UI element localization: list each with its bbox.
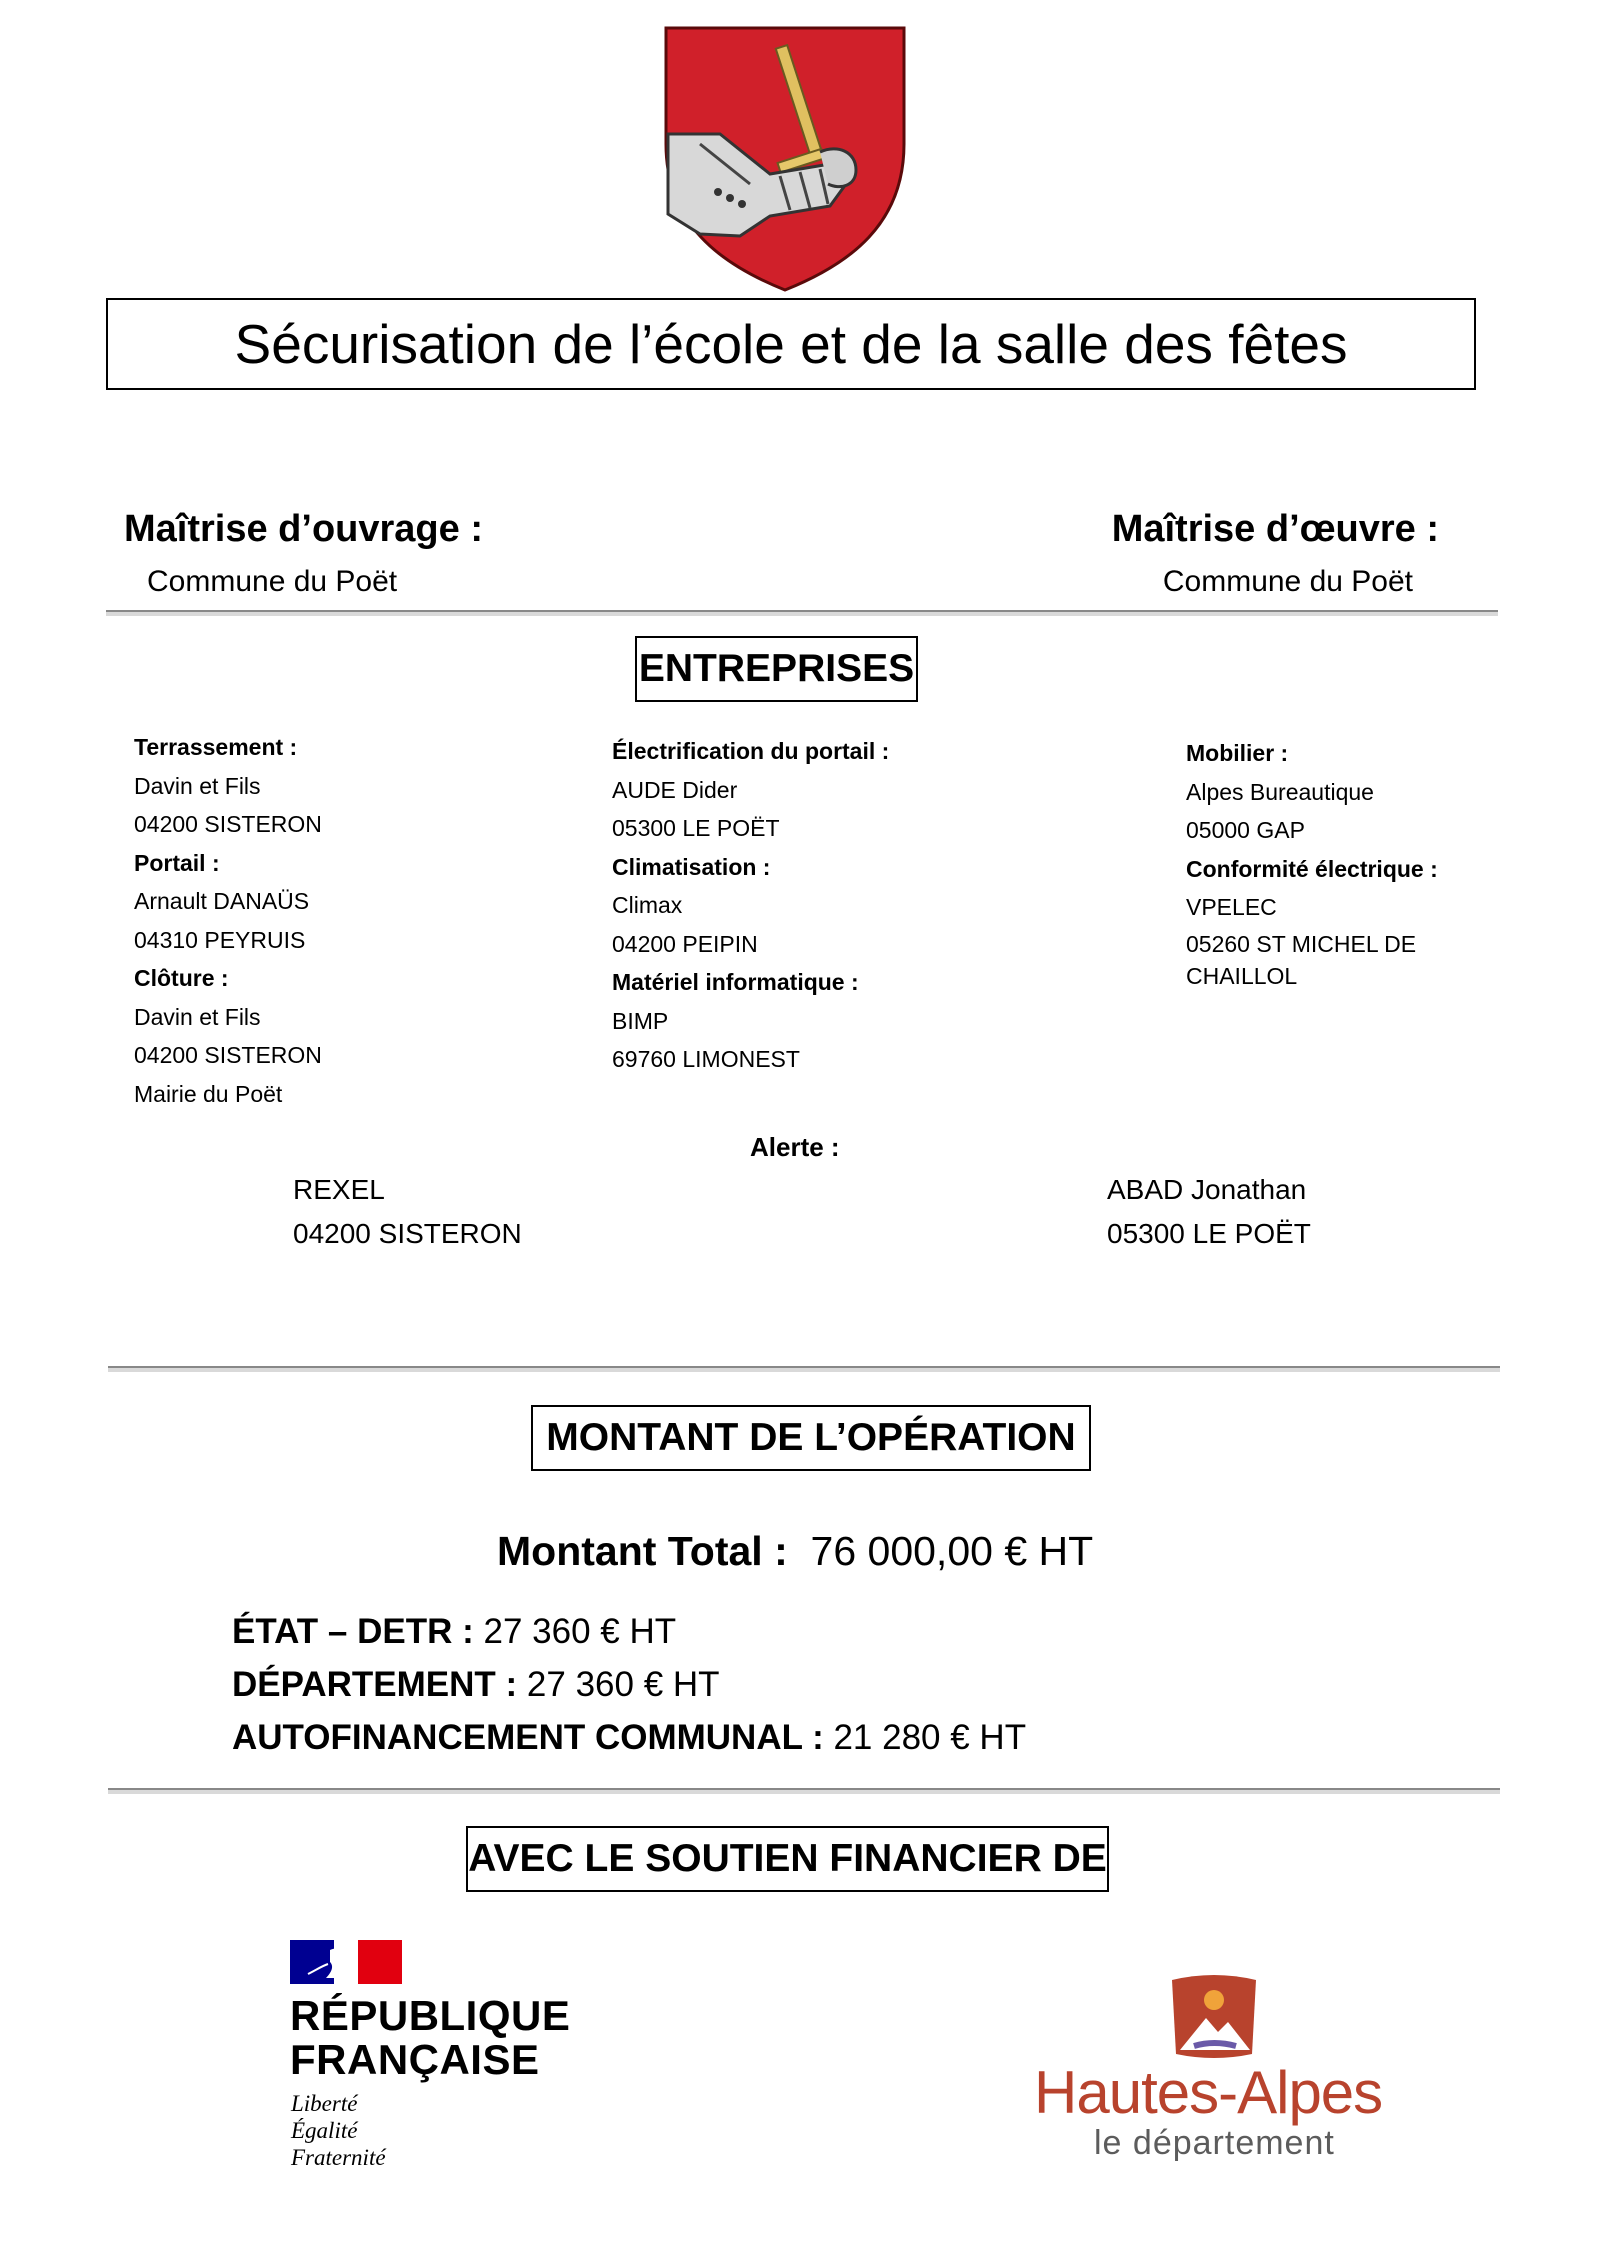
funding-etat	[232, 1605, 1026, 1658]
montant-total-value: 76 000,00 € HT	[810, 1528, 1094, 1574]
alerte-left-company: REXEL	[293, 1174, 385, 1205]
climatisation-company: Climax	[612, 892, 683, 918]
entreprises-heading-box	[635, 636, 918, 702]
moa-label: Maîtrise d’ouvrage :	[124, 508, 483, 550]
rf-motto-liberte: Liberté	[291, 2091, 358, 2116]
document-title-box	[106, 298, 1476, 390]
informatique-company: BIMP	[612, 1007, 669, 1034]
entreprises-column-2	[612, 732, 889, 1079]
section-divider	[106, 610, 1498, 616]
cloture-company: Davin et Fils	[134, 1003, 261, 1030]
rf-name	[290, 1994, 570, 2082]
funding-autofinancement-value: 21 280 € HT	[833, 1718, 1027, 1757]
hautes-alpes-logo	[1166, 1970, 1262, 2062]
entreprises-column-3	[1186, 734, 1438, 991]
electrification-label: Électrification du portail :	[612, 738, 890, 764]
funding-departement	[232, 1658, 1026, 1711]
funding-departement-value: 27 360 € HT	[526, 1665, 720, 1704]
rf-name-line1: RÉPUBLIQUE	[290, 1992, 571, 2039]
alerte-left-city: 04200 SISTERON	[293, 1218, 522, 1249]
mobilier-company: Alpes Bureautique	[1186, 778, 1374, 805]
marianne-logo	[290, 1940, 402, 1984]
portail-company: Arnault DANAÜS	[134, 888, 310, 914]
alerte-label: Alerte :	[750, 1132, 840, 1162]
terrassement-company: Davin et Fils	[134, 772, 261, 799]
soutien-heading: AVEC LE SOUTIEN FINANCIER DE	[468, 1837, 1107, 1880]
hautes-alpes-name: Hautes-Alpes	[1034, 2059, 1383, 2126]
alerte-right	[1107, 1168, 1311, 1256]
informatique-city: 69760 LIMONEST	[612, 1046, 800, 1072]
conformite-city: 05260 ST MICHEL DE	[1186, 930, 1417, 957]
conformite-company: VPELEC	[1186, 894, 1277, 920]
funding-breakdown	[232, 1605, 1026, 1764]
entreprises-column-1	[134, 728, 322, 1113]
climatisation-label: Climatisation :	[612, 853, 771, 880]
rf-motto-egalite: Égalité	[291, 2118, 358, 2143]
conformite-label: Conformité électrique :	[1186, 855, 1438, 882]
rf-name-line2: FRANÇAISE	[290, 2036, 540, 2083]
portail-label: Portail :	[134, 849, 220, 876]
funding-etat-label: ÉTAT – DETR :	[232, 1612, 474, 1651]
montant-total	[497, 1528, 1093, 1575]
rf-motto-fraternite: Fraternité	[291, 2145, 386, 2170]
mobilier-city: 05000 GAP	[1186, 817, 1305, 843]
cloture-company-2: Mairie du Poët	[134, 1080, 283, 1107]
terrassement-label: Terrassement :	[134, 734, 298, 760]
conformite-city-2: CHAILLOL	[1186, 962, 1298, 989]
montant-heading: MONTANT DE L’OPÉRATION	[546, 1416, 1076, 1459]
alerte-left	[293, 1168, 522, 1256]
alerte-right-company: ABAD Jonathan	[1107, 1174, 1307, 1205]
moa-value: Commune du Poët	[147, 565, 398, 598]
climatisation-city: 04200 PEIPIN	[612, 930, 758, 957]
entreprises-heading: ENTREPRISES	[638, 647, 915, 690]
section-divider	[108, 1788, 1500, 1794]
portail-city: 04310 PEYRUIS	[134, 926, 306, 953]
electrification-company: AUDE Dider	[612, 776, 738, 803]
funding-autofinancement	[232, 1711, 1026, 1764]
moe-label: Maîtrise d’œuvre :	[1111, 508, 1439, 550]
cloture-city: 04200 SISTERON	[134, 1042, 322, 1068]
section-divider	[108, 1366, 1500, 1372]
alerte-right-city: 05300 LE POËT	[1107, 1218, 1311, 1249]
montant-total-label: Montant Total :	[497, 1528, 788, 1574]
hautes-alpes-subtitle: le département	[1094, 2124, 1335, 2162]
rf-motto	[291, 2090, 386, 2171]
informatique-label: Matériel informatique :	[612, 969, 859, 995]
funding-departement-label: DÉPARTEMENT :	[232, 1665, 518, 1704]
funding-autofinancement-label: AUTOFINANCEMENT COMMUNAL :	[232, 1718, 824, 1757]
document-title: Sécurisation de l’école et de la salle des fêtes	[234, 313, 1348, 375]
mobilier-label: Mobilier :	[1186, 740, 1289, 766]
terrassement-city: 04200 SISTERON	[134, 811, 322, 837]
soutien-heading-box	[466, 1826, 1109, 1892]
moe-value: Commune du Poët	[1162, 565, 1413, 598]
cloture-label: Clôture :	[134, 965, 229, 991]
coat-of-arms-logo	[660, 24, 910, 294]
funding-etat-value: 27 360 € HT	[483, 1612, 677, 1651]
electrification-city: 05300 LE POËT	[612, 815, 780, 841]
montant-heading-box	[531, 1405, 1091, 1471]
